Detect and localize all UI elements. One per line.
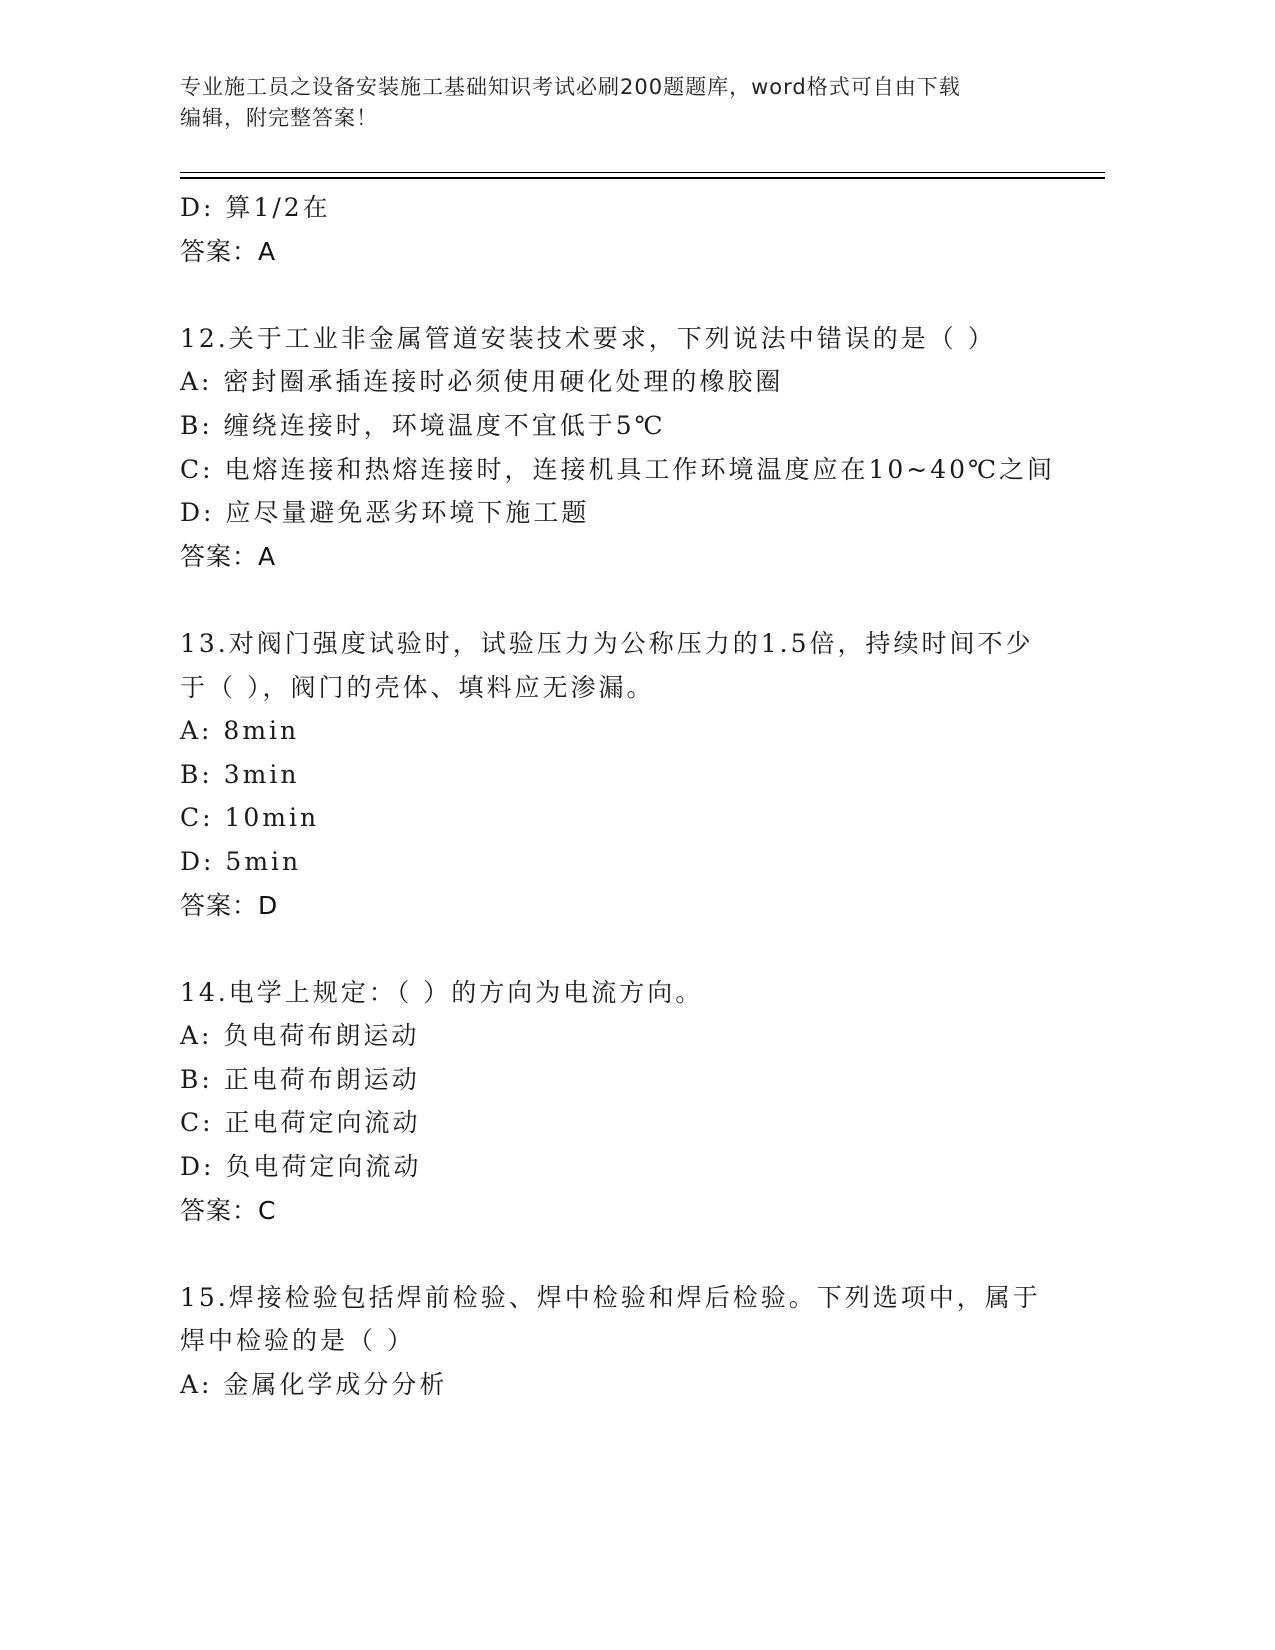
- option-b: B: 3min: [180, 759, 300, 789]
- question-15: [180, 1276, 1080, 1407]
- header-rule-thin: [180, 172, 1105, 173]
- question-stem-line-2: 焊中检验的是（ ）: [180, 1326, 415, 1356]
- option-d: D: 负电荷定向流动: [180, 1152, 422, 1182]
- question-stem-line-1: 15.焊接检验包括焊前检验、焊中检验和焊后检验。下列选项中，属于: [180, 1282, 1041, 1312]
- answer-value: C: [258, 1195, 277, 1225]
- question-stem-line-2: 于（ ），阀门的壳体、填料应无渗漏。: [180, 672, 655, 702]
- answer-label: 答案：: [180, 541, 259, 571]
- spacer: [180, 1232, 1080, 1276]
- spacer: [180, 578, 1080, 622]
- question-13: [180, 622, 1080, 927]
- option-d: D: 应尽量避免恶劣环境下施工题: [180, 498, 590, 528]
- answer-value: A: [258, 541, 277, 571]
- option-a: A: 负电荷布朗运动: [180, 1021, 420, 1051]
- document-header: [180, 72, 1060, 134]
- option-c: C: 10min: [180, 803, 320, 833]
- option-b: B: 正电荷布朗运动: [180, 1064, 420, 1094]
- option-a: A: 8min: [180, 716, 300, 746]
- answer: [180, 535, 1080, 579]
- question-stem-line-1: 13.对阀门强度试验时，试验压力为公称压力的1.5倍，持续时间不少: [180, 628, 1034, 658]
- option-c: C: 正电荷定向流动: [180, 1108, 421, 1138]
- answer-label: 答案：: [180, 236, 259, 266]
- option-b: B: 缠绕连接时，环境温度不宜低于5℃: [180, 410, 666, 440]
- question-12: [180, 317, 1080, 579]
- option-d: D: 5min: [180, 846, 302, 876]
- header-rule-thick: [180, 177, 1105, 179]
- option-a: A: 金属化学成分分析: [180, 1370, 448, 1400]
- header-line-1: 专业施工员之设备安装施工基础知识考试必刷200题题库，word格式可自由下载: [180, 75, 961, 99]
- answer: [180, 884, 1080, 928]
- spacer: [180, 273, 1080, 317]
- option-a: A: 密封圈承插连接时必须使用硬化处理的橡胶圈: [180, 367, 784, 397]
- question-stem: 12.关于工业非金属管道安装技术要求，下列说法中错误的是（ ）: [180, 323, 996, 353]
- question-14: [180, 971, 1080, 1233]
- answer-value: D: [258, 890, 279, 920]
- header-line-2: 编辑，附完整答案！: [180, 106, 378, 130]
- answer-value: A: [258, 236, 277, 266]
- spacer: [180, 927, 1080, 971]
- prev-option-d: D: 算1/2在: [180, 193, 331, 222]
- answer-label: 答案：: [180, 890, 259, 920]
- question-stem: 14.电学上规定：（ ）的方向为电流方向。: [180, 977, 704, 1007]
- prev-answer: [180, 230, 1080, 274]
- question-content: [180, 186, 1080, 1407]
- answer-label: 答案：: [180, 1195, 259, 1225]
- answer: [180, 1189, 1080, 1233]
- option-c: C: 电熔连接和热熔连接时，连接机具工作环境温度应在10~40℃之间: [180, 454, 1056, 484]
